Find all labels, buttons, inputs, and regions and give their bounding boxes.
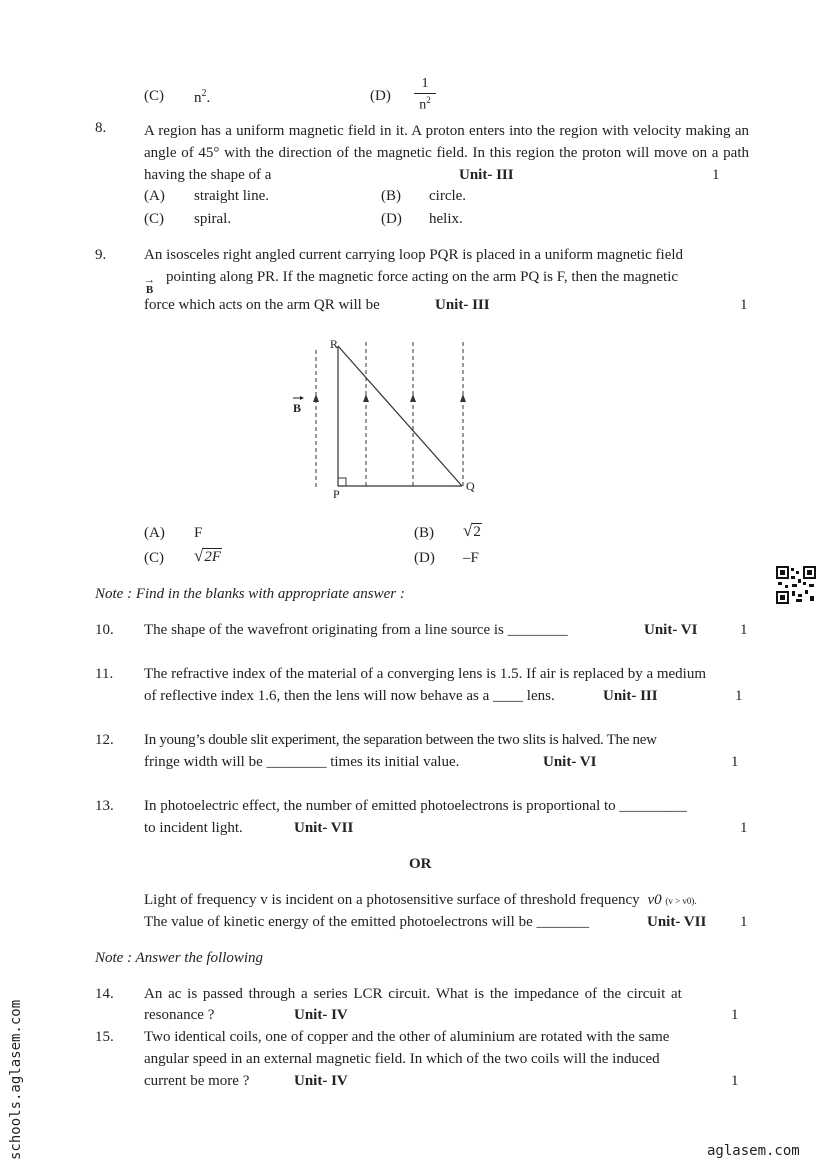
- q9-option-d-text: –F: [463, 550, 479, 566]
- option-c-text: $n^2$.: [194, 88, 211, 106]
- q8-text: A region has a uniform magnetic field in it. A proton enters into the region with velocity making an angle of 45° with the direction of the magnetic field. In this region the proton will move on a path having the shape of a: [144, 123, 749, 183]
- q9-text-line2: pointing along PR. If the magnetic force acting on the arm PQ is F, then the magnetic: [166, 269, 679, 285]
- option-c-label: (C): [144, 88, 164, 104]
- q11-text-line1: The refractive index of the material of a converging lens is 1.5. If air is replaced by a medium: [144, 666, 707, 682]
- q14-text-line2: resonance ?: [144, 1007, 215, 1023]
- note-answer-following: Note : Answer the following: [95, 950, 264, 966]
- q9-text-line3: force which acts on the arm QR will be: [144, 297, 380, 313]
- q10-unit: Unit- VI: [644, 622, 698, 638]
- up-arrow-icon: [363, 394, 369, 402]
- up-arrow-icon: [460, 394, 466, 402]
- q13-unit: Unit- VII: [294, 820, 354, 836]
- q12-unit: Unit- VI: [543, 754, 597, 770]
- q8-option-c-text: spiral.: [194, 211, 232, 227]
- right-angle-mark: [338, 478, 346, 486]
- up-arrow-icon: [410, 394, 416, 402]
- q13-text-line2: to incident light.: [144, 820, 243, 836]
- q8-marks: 1: [712, 167, 720, 183]
- q12-text-line1: In young’s double slit experiment, the separation between the two slits is halved. The new: [144, 732, 657, 748]
- fraction-1-over-n2: 1 $n^2$: [414, 76, 436, 114]
- q14-unit: Unit- IV: [294, 1007, 348, 1023]
- q9-option-c-label: (C): [144, 550, 164, 566]
- q9-text-line1: An isosceles right angled current carrying loop PQR is placed in a uniform magnetic field: [144, 247, 684, 263]
- q9-marks: 1: [740, 297, 748, 313]
- q12-text-line2: fringe width will be ________ times its initial value.: [144, 754, 460, 770]
- q14-text-line1: An ac is passed through a series LCR circuit. What is the impedance of the circuit at: [144, 986, 682, 1002]
- q10-marks: 1: [740, 622, 748, 638]
- note-fill-blanks: Note : Find in the blanks with appropriate answer :: [95, 586, 405, 602]
- q9-option-b-text: √ 2: [463, 521, 481, 540]
- q14-number: 14.: [95, 986, 114, 1002]
- q15-text-line1: Two identical coils, one of copper and the other of aluminium are rotated with the same: [144, 1029, 670, 1045]
- q8-option-b-label: (B): [381, 188, 401, 204]
- q15-text-line2: angular speed in an external magnetic field. In which of the two coils will the induced: [144, 1051, 660, 1067]
- q8-option-c-label: (C): [144, 211, 164, 227]
- q13-marks: 1: [740, 820, 748, 836]
- q15-number: 15.: [95, 1029, 114, 1045]
- q15-unit: Unit- IV: [294, 1073, 348, 1089]
- q8-unit: Unit- III: [459, 167, 514, 183]
- b-vector: → B: [144, 274, 155, 296]
- q14-marks: 1: [731, 1007, 739, 1023]
- q9-option-c-text: √ 2F: [194, 546, 222, 565]
- q11-marks: 1: [735, 688, 743, 704]
- q10-number: 10.: [95, 622, 114, 638]
- q8-option-b-text: circle.: [429, 188, 467, 204]
- q11-text-line2: of reflective index 1.6, then the lens will now behave as a ____ lens.: [144, 688, 555, 704]
- q13-alt-marks: 1: [740, 914, 748, 930]
- q11-number: 11.: [95, 666, 114, 682]
- q15-text-line3: current be more ?: [144, 1073, 250, 1089]
- q9-unit: Unit- III: [435, 297, 490, 313]
- q11-unit: Unit- III: [603, 688, 658, 704]
- q13-text-line1: In photoelectric effect, the number of emitted photoelectrons is proportional to _________: [144, 798, 687, 814]
- q8-option-a-label: (A): [144, 188, 165, 204]
- option-d-label: (D): [370, 88, 391, 104]
- side-qr: [338, 346, 462, 486]
- q15-marks: 1: [731, 1073, 739, 1089]
- label-r: R: [330, 337, 339, 351]
- q10-text: The shape of the wavefront originating from a line source is ________: [144, 622, 568, 638]
- q9-option-d-label: (D): [414, 550, 435, 566]
- q13-alt-text-line2: The value of kinetic energy of the emitted photoelectrons will be _______: [144, 914, 590, 930]
- q9-option-a-label: (A): [144, 525, 165, 541]
- pqr-loop-diagram: [285, 332, 485, 504]
- q9-option-b-label: (B): [414, 525, 434, 541]
- q8-option-d-text: helix.: [429, 211, 463, 227]
- q9-option-a-text: F: [194, 525, 203, 541]
- q8-option-a-text: straight line.: [194, 188, 269, 204]
- q9-number: 9.: [95, 247, 107, 263]
- b-arrowhead-icon: [300, 396, 304, 400]
- q8-number: 8.: [95, 120, 107, 136]
- q12-marks: 1: [731, 754, 739, 770]
- q13-alt-text-line1: Light of frequency v is incident on a photosensitive surface of threshold frequency v0 (v > v0).: [144, 892, 697, 908]
- q8-option-d-label: (D): [381, 211, 402, 227]
- label-b: B: [293, 401, 302, 415]
- bottom-watermark: aglasem.com: [707, 1143, 800, 1159]
- up-arrow-icon: [313, 394, 319, 402]
- qr-code-icon: [776, 566, 816, 604]
- or-divider: OR: [409, 856, 432, 872]
- q12-number: 12.: [95, 732, 114, 748]
- side-watermark: schools.aglasem.com: [8, 999, 24, 1160]
- label-q: Q: [466, 479, 475, 493]
- q13-alt-unit: Unit- VII: [647, 914, 707, 930]
- label-p: P: [333, 487, 340, 501]
- q13-number: 13.: [95, 798, 114, 814]
